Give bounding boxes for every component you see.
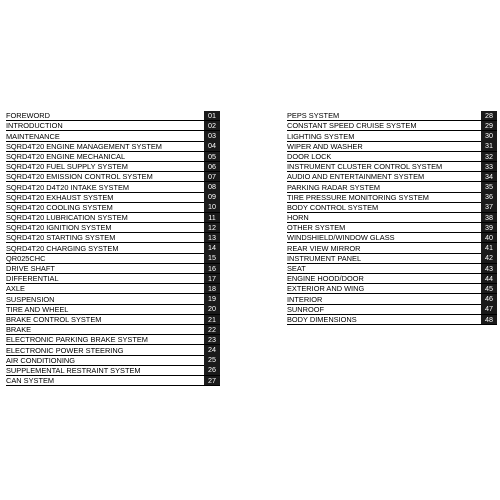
- toc-row[interactable]: [287, 305, 497, 315]
- toc-row[interactable]: [287, 131, 497, 141]
- toc-label: BODY DIMENSIONS: [287, 314, 357, 324]
- toc-label: SQRD4T20 LUBRICATION SYSTEM: [6, 213, 128, 223]
- toc-number-tab: 11: [204, 213, 220, 222]
- toc-number-tab: 06: [204, 162, 220, 171]
- toc-number-tab: 30: [481, 131, 497, 140]
- toc-label: MAINTENANCE: [6, 131, 60, 141]
- toc-number-tab: 46: [481, 294, 497, 303]
- toc-label: FOREWORD: [6, 111, 50, 121]
- toc-number-tab: 10: [204, 202, 220, 211]
- toc-row[interactable]: [6, 264, 220, 274]
- toc-label: BRAKE: [6, 325, 32, 335]
- toc-row[interactable]: [6, 162, 220, 172]
- toc-number-tab: 27: [204, 376, 220, 385]
- toc-label: SQRD4T20 ENGINE MANAGEMENT SYSTEM: [6, 141, 162, 151]
- toc-label: DIFFERENTIAL: [6, 274, 59, 284]
- toc-label: BODY CONTROL SYSTEM: [287, 202, 379, 212]
- toc-row[interactable]: [6, 254, 220, 264]
- toc-row[interactable]: [6, 345, 220, 355]
- toc-number-tab: 14: [204, 243, 220, 252]
- toc-number-tab: 21: [204, 315, 220, 324]
- toc-row[interactable]: [6, 213, 220, 223]
- toc-label: SUPPLEMENTAL RESTRAINT SYSTEM: [6, 365, 141, 375]
- toc-row[interactable]: [287, 284, 497, 294]
- toc-number-tab: 39: [481, 223, 497, 232]
- toc-label: SUSPENSION: [6, 294, 55, 304]
- toc-row[interactable]: [6, 172, 220, 182]
- toc-number-tab: 09: [204, 192, 220, 201]
- toc-label: AXLE: [6, 284, 25, 294]
- toc-label: TIRE AND WHEEL: [6, 304, 69, 314]
- toc-number-tab: 29: [481, 121, 497, 130]
- toc-row[interactable]: [6, 366, 220, 376]
- toc-label: SQRD4T20 IGNITION SYSTEM: [6, 223, 112, 233]
- toc-number-tab: 05: [204, 152, 220, 161]
- toc-label: SQRD4T20 ENGINE MECHANICAL: [6, 151, 126, 161]
- toc-number-tab: 44: [481, 274, 497, 283]
- toc-number-tab: 47: [481, 304, 497, 313]
- toc-label: SQRD4T20 STARTING SYSTEM: [6, 233, 116, 243]
- toc-label: OTHER SYSTEM: [287, 223, 346, 233]
- toc-number-tab: 19: [204, 294, 220, 303]
- toc-row[interactable]: [6, 203, 220, 213]
- toc-label: SUNROOF: [287, 304, 324, 314]
- toc-row[interactable]: [6, 294, 220, 304]
- toc-number-tab: 38: [481, 213, 497, 222]
- toc-number-tab: 35: [481, 182, 497, 191]
- toc-row[interactable]: [6, 315, 220, 325]
- toc-row[interactable]: [6, 142, 220, 152]
- toc-label: INTRODUCTION: [6, 121, 63, 131]
- toc-number-tab: 07: [204, 172, 220, 181]
- toc-row[interactable]: [287, 315, 497, 325]
- toc-label: AIR CONDITIONING: [6, 355, 75, 365]
- toc-number-tab: 25: [204, 355, 220, 364]
- toc-row[interactable]: [287, 162, 497, 172]
- toc-label: CAN SYSTEM: [6, 376, 55, 386]
- toc-number-tab: 41: [481, 243, 497, 252]
- toc-label: WINDSHIELD/WINDOW GLASS: [287, 233, 395, 243]
- toc-row[interactable]: [287, 193, 497, 203]
- toc-number-tab: 08: [204, 182, 220, 191]
- toc-label: INSTRUMENT CLUSTER CONTROL SYSTEM: [287, 162, 443, 172]
- toc-right-column: [287, 111, 497, 325]
- toc-row[interactable]: [287, 182, 497, 192]
- toc-row[interactable]: [287, 111, 497, 121]
- toc-number-tab: 13: [204, 233, 220, 242]
- toc-label: LIGHTING SYSTEM: [287, 131, 355, 141]
- toc-label: SQRD4T20 EMISSION CONTROL SYSTEM: [6, 172, 153, 182]
- toc-label: CONSTANT SPEED CRUISE SYSTEM: [287, 121, 417, 131]
- toc-number-tab: 02: [204, 121, 220, 130]
- toc-label: SQRD4T20 FUEL SUPPLY SYSTEM: [6, 162, 128, 172]
- toc-label: SQRD4T20 CHARGING SYSTEM: [6, 243, 119, 253]
- toc-label: INSTRUMENT PANEL: [287, 253, 362, 263]
- toc-number-tab: 03: [204, 131, 220, 140]
- toc-row[interactable]: [287, 223, 497, 233]
- toc-number-tab: 20: [204, 304, 220, 313]
- toc-left-column: [6, 111, 220, 386]
- toc-number-tab: 32: [481, 152, 497, 161]
- toc-row[interactable]: [6, 305, 220, 315]
- toc-row[interactable]: [6, 233, 220, 243]
- toc-number-tab: 37: [481, 202, 497, 211]
- toc-row[interactable]: [287, 254, 497, 264]
- toc-number-tab: 16: [204, 264, 220, 273]
- toc-row[interactable]: [6, 284, 220, 294]
- toc-label: SQRD4T20 COOLING SYSTEM: [6, 202, 113, 212]
- toc-row[interactable]: [287, 172, 497, 182]
- toc-number-tab: 24: [204, 345, 220, 354]
- toc-row[interactable]: [6, 356, 220, 366]
- toc-row[interactable]: [287, 213, 497, 223]
- toc-row[interactable]: [287, 264, 497, 274]
- toc-number-tab: 48: [481, 315, 497, 324]
- toc-label: ELECTRONIC PARKING BRAKE SYSTEM: [6, 335, 148, 345]
- toc-label: AUDIO AND ENTERTAINMENT SYSTEM: [287, 172, 425, 182]
- toc-label: SEAT: [287, 264, 306, 273]
- toc-number-tab: 26: [204, 365, 220, 374]
- toc-label: ENGINE HOOD/DOOR: [287, 274, 364, 284]
- toc-number-tab: 22: [204, 325, 220, 334]
- toc-label: WIPER AND WASHER: [287, 141, 363, 151]
- toc-row[interactable]: [287, 243, 497, 253]
- toc-row[interactable]: [6, 193, 220, 203]
- toc-row[interactable]: [6, 111, 220, 121]
- toc-number-tab: 31: [481, 141, 497, 150]
- toc-label: HORN: [287, 213, 309, 223]
- toc-number-tab: 04: [204, 141, 220, 150]
- toc-label: QR025CHC: [6, 253, 46, 263]
- toc-row[interactable]: [6, 152, 220, 162]
- toc-label: BRAKE CONTROL SYSTEM: [6, 314, 102, 324]
- toc-row[interactable]: [6, 131, 220, 141]
- toc-row[interactable]: [6, 274, 220, 284]
- toc-row[interactable]: [287, 274, 497, 284]
- toc-number-tab: 40: [481, 233, 497, 242]
- toc-number-tab: 01: [204, 111, 220, 120]
- toc-row[interactable]: [6, 376, 220, 386]
- toc-label: ELECTRONIC POWER STEERING: [6, 345, 124, 355]
- toc-label: EXTERIOR AND WING: [287, 284, 365, 294]
- toc-label: PEPS SYSTEM: [287, 111, 340, 121]
- toc-row[interactable]: [6, 325, 220, 335]
- toc-row[interactable]: [6, 121, 220, 131]
- toc-row[interactable]: [6, 243, 220, 253]
- toc-label: DRIVE SHAFT: [6, 264, 55, 273]
- toc-number-tab: 43: [481, 264, 497, 273]
- toc-row[interactable]: [287, 121, 497, 131]
- toc-number-tab: 34: [481, 172, 497, 181]
- toc-number-tab: 18: [204, 284, 220, 293]
- toc-number-tab: 12: [204, 223, 220, 232]
- toc-number-tab: 17: [204, 274, 220, 283]
- toc-row[interactable]: [287, 203, 497, 213]
- toc-row[interactable]: [6, 335, 220, 345]
- toc-label: SQRD4T20 D4T20 INTAKE SYSTEM: [6, 182, 130, 192]
- toc-number-tab: 45: [481, 284, 497, 293]
- toc-row[interactable]: [287, 142, 497, 152]
- toc-label: REAR VIEW MIRROR: [287, 243, 361, 253]
- toc-row[interactable]: [287, 233, 497, 243]
- toc-number-tab: 28: [481, 111, 497, 120]
- toc-number-tab: 23: [204, 335, 220, 344]
- toc-row[interactable]: [287, 294, 497, 304]
- toc-row[interactable]: [6, 182, 220, 192]
- toc-row[interactable]: [287, 152, 497, 162]
- toc-label: DOOR LOCK: [287, 151, 332, 161]
- toc-label: SQRD4T20 EXHAUST SYSTEM: [6, 192, 114, 202]
- toc-number-tab: 42: [481, 253, 497, 262]
- toc-number-tab: 15: [204, 253, 220, 262]
- toc-label: INTERIOR: [287, 294, 323, 304]
- toc-label: TIRE PRESSURE MONITORING SYSTEM: [287, 192, 429, 202]
- toc-row[interactable]: [6, 223, 220, 233]
- toc-label: PARKING RADAR SYSTEM: [287, 182, 381, 192]
- toc-number-tab: 33: [481, 162, 497, 171]
- toc-number-tab: 36: [481, 192, 497, 201]
